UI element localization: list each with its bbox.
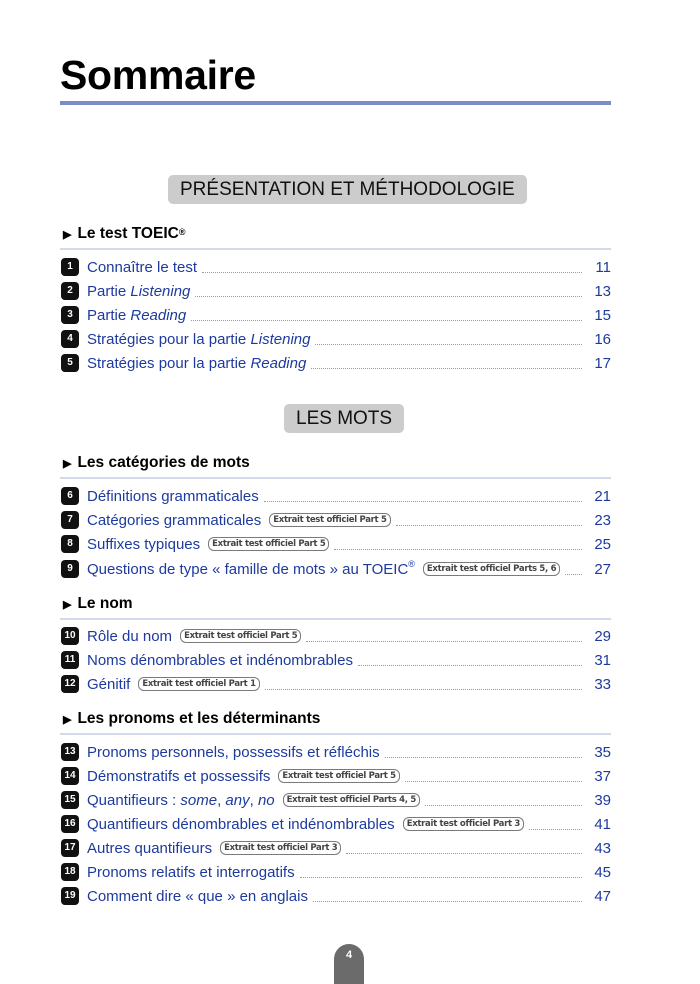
toc-entry-19[interactable] xyxy=(61,886,611,906)
dot-leader xyxy=(405,781,582,782)
page-number-tab: 4 xyxy=(334,944,364,984)
entry-number-badge: 10 xyxy=(61,627,79,645)
triangle-bullet-icon: ▶ xyxy=(63,598,72,611)
toc-entry-5[interactable] xyxy=(61,353,611,373)
entry-page: 43 xyxy=(594,839,611,857)
chapter-categories-de-mots xyxy=(63,453,611,479)
triangle-bullet-icon: ▶ xyxy=(63,228,72,241)
entry-label: Pronoms relatifs et interrogatifs xyxy=(87,863,295,881)
entry-number-badge: 3 xyxy=(61,306,79,324)
entry-label: Définitions grammaticales xyxy=(87,487,259,505)
entry-page: 25 xyxy=(594,535,611,553)
chapter-title: Le test TOEIC xyxy=(77,225,179,242)
dot-leader xyxy=(396,525,582,526)
entry-label: Pronoms personnels, possessifs et réfléchis xyxy=(87,743,380,761)
entry-number-badge: 1 xyxy=(61,258,79,276)
chapter-divider xyxy=(60,618,611,620)
triangle-bullet-icon: ▶ xyxy=(63,713,72,726)
entry-label: Catégories grammaticales xyxy=(87,511,262,529)
entry-page: 37 xyxy=(594,767,611,785)
entry-page: 47 xyxy=(594,887,611,905)
chapter-title: Les pronoms et les déterminants xyxy=(77,710,321,727)
toc-entry-12[interactable] xyxy=(61,674,611,694)
entry-number-badge: 16 xyxy=(61,815,79,833)
entry-label: Connaître le test xyxy=(87,258,198,276)
entry-page: 17 xyxy=(594,354,611,372)
part-heading-les-mots: LES MOTS xyxy=(284,404,404,433)
dot-leader xyxy=(334,549,582,550)
entry-label: Noms dénombrables et indénombrables xyxy=(87,651,353,669)
toc-entry-2[interactable] xyxy=(61,281,611,301)
dot-leader xyxy=(315,344,582,345)
entry-label: Partie Reading xyxy=(87,306,187,324)
entry-number-badge: 18 xyxy=(61,863,79,881)
entry-page: 11 xyxy=(595,258,611,276)
toc-entry-7[interactable] xyxy=(61,510,611,530)
chapter-title: Le nom xyxy=(77,595,133,612)
toc-entry-13[interactable] xyxy=(61,742,611,762)
toc-entry-6[interactable] xyxy=(61,486,611,506)
toc-entry-15[interactable] xyxy=(61,790,611,810)
triangle-bullet-icon: ▶ xyxy=(63,457,72,470)
entry-number-badge: 9 xyxy=(61,560,79,578)
official-test-tag: Extrait test officiel Part 5 xyxy=(180,629,301,643)
entry-label: Suffixes typiques xyxy=(87,535,201,553)
dot-leader xyxy=(264,501,582,502)
dot-leader xyxy=(311,368,582,369)
entry-page: 39 xyxy=(594,791,611,809)
official-test-tag: Extrait test officiel Part 1 xyxy=(138,677,259,691)
entry-number-badge: 12 xyxy=(61,675,79,693)
dot-leader xyxy=(346,853,582,854)
toc-entry-16[interactable] xyxy=(61,814,611,834)
entry-number-badge: 11 xyxy=(61,651,79,669)
registered-mark: ® xyxy=(178,227,186,237)
official-test-tag: Extrait test officiel Part 5 xyxy=(269,513,390,527)
dot-leader xyxy=(202,272,582,273)
chapter-divider xyxy=(60,477,611,479)
entry-page: 16 xyxy=(594,330,611,348)
dot-leader xyxy=(195,296,582,297)
toc-entry-4[interactable] xyxy=(61,329,611,349)
toc-entry-1[interactable] xyxy=(61,257,611,277)
entry-page: 41 xyxy=(594,815,611,833)
entry-page: 31 xyxy=(594,651,611,669)
dot-leader xyxy=(265,689,582,690)
entry-number-badge: 2 xyxy=(61,282,79,300)
chapter-le-test-toeic xyxy=(63,224,611,250)
entry-page: 29 xyxy=(594,627,611,645)
toc-entry-9[interactable] xyxy=(61,559,611,579)
entry-label: Rôle du nom xyxy=(87,627,173,645)
entry-number-badge: 5 xyxy=(61,354,79,372)
official-test-tag: Extrait test officiel Part 3 xyxy=(403,817,524,831)
entry-page: 33 xyxy=(594,675,611,693)
chapter-divider xyxy=(60,248,611,250)
dot-leader xyxy=(385,757,582,758)
entry-label: Autres quantifieurs xyxy=(87,839,213,857)
entry-page: 13 xyxy=(594,282,611,300)
entry-label: Partie Listening xyxy=(87,282,191,300)
entry-page: 23 xyxy=(594,511,611,529)
toc-entry-17[interactable] xyxy=(61,838,611,858)
entry-page: 15 xyxy=(594,306,611,324)
entry-label: Démonstratifs et possessifs xyxy=(87,767,271,785)
dot-leader xyxy=(191,320,582,321)
entry-label: Quantifieurs dénombrables et indénombrables xyxy=(87,815,395,833)
entry-number-badge: 4 xyxy=(61,330,79,348)
toc-entry-10[interactable] xyxy=(61,626,611,646)
entry-label: Stratégies pour la partie Listening xyxy=(87,330,311,348)
entry-label: Comment dire « que » en anglais xyxy=(87,887,308,905)
entry-label: Génitif xyxy=(87,675,131,693)
entry-page: 45 xyxy=(594,863,611,881)
toc-entry-3[interactable] xyxy=(61,305,611,325)
official-test-tag: Extrait test officiel Part 5 xyxy=(278,769,399,783)
dot-leader xyxy=(300,877,582,878)
toc-entry-18[interactable] xyxy=(61,862,611,882)
dot-leader xyxy=(306,641,582,642)
chapter-divider xyxy=(60,733,611,735)
toc-entry-11[interactable] xyxy=(61,650,611,670)
title-underline xyxy=(60,101,611,105)
entry-number-badge: 19 xyxy=(61,887,79,905)
dot-leader xyxy=(425,805,582,806)
dot-leader xyxy=(313,901,582,902)
entry-label: Questions de type « famille de mots » au TOEIC® xyxy=(87,558,415,578)
entry-page: 35 xyxy=(594,743,611,761)
entry-label: Quantifieurs : some, any, no xyxy=(87,791,275,809)
toc-entry-8[interactable] xyxy=(61,534,611,554)
entry-number-badge: 14 xyxy=(61,767,79,785)
official-test-tag: Extrait test officiel Parts 4, 5 xyxy=(283,793,420,807)
entry-number-badge: 17 xyxy=(61,839,79,857)
chapter-pronoms-determinants xyxy=(63,709,611,735)
entry-page: 27 xyxy=(594,560,611,578)
entry-number-badge: 7 xyxy=(61,511,79,529)
dot-leader xyxy=(529,829,582,830)
official-test-tag: Extrait test officiel Part 3 xyxy=(220,841,341,855)
dot-leader xyxy=(565,574,582,575)
entry-label: Stratégies pour la partie Reading xyxy=(87,354,307,372)
entry-page: 21 xyxy=(594,487,611,505)
dot-leader xyxy=(358,665,582,666)
part-heading-presentation: PRÉSENTATION ET MÉTHODOLOGIE xyxy=(168,175,527,204)
page-title: Sommaire xyxy=(60,52,256,98)
chapter-le-nom xyxy=(63,594,611,620)
toc-entry-14[interactable] xyxy=(61,766,611,786)
chapter-title: Les catégories de mots xyxy=(77,454,250,471)
entry-number-badge: 15 xyxy=(61,791,79,809)
entry-number-badge: 13 xyxy=(61,743,79,761)
entry-number-badge: 6 xyxy=(61,487,79,505)
entry-number-badge: 8 xyxy=(61,535,79,553)
official-test-tag: Extrait test officiel Part 5 xyxy=(208,537,329,551)
official-test-tag: Extrait test officiel Parts 5, 6 xyxy=(423,562,560,576)
